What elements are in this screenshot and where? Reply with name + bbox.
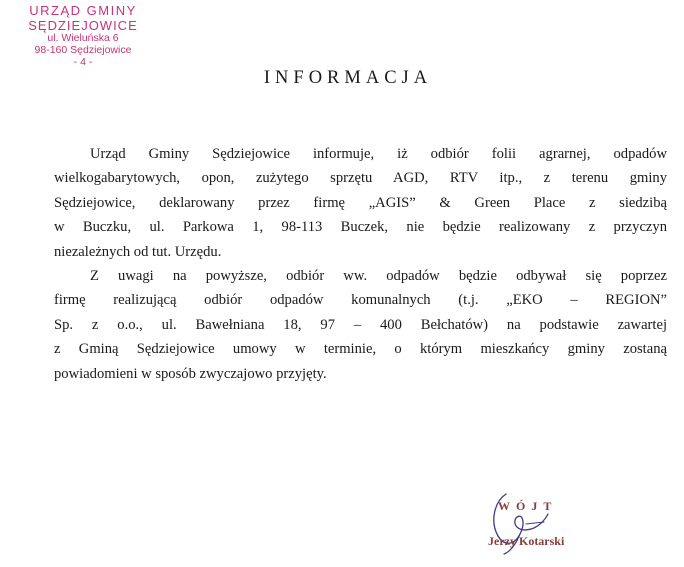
paragraph-2 [54, 264, 667, 386]
paragraph-1 [54, 142, 667, 264]
stamp-line-office: URZĄD GMINY [29, 3, 137, 18]
office-stamp [18, 4, 148, 68]
paragraph-2-line-4: z Gminą Sędziejowice umowy w terminie, o którym mieszkańcy gminy zostaną [54, 341, 667, 358]
paragraph-2-line-3: Sp. z o.o., ul. Bawełniana 18, 97 – 400 Bełchatów) na podstawie zawartej [54, 316, 667, 333]
stamp-line-postal: 98-160 Sędziejowice [34, 43, 132, 56]
paragraph-1-line-4: w Buczku, ul. Parkowa 1, 98-113 Buczek, nie będzie realizowany z przyczyn [54, 219, 667, 236]
signature-name: Jerzy Kotarski [488, 534, 565, 548]
paragraph-1-line-1: Urząd Gminy Sędziejowice informuje, iż odbiór folii agrarnej, odpadów [90, 146, 667, 162]
stamp-line-municipality: SĘDZIEJOWICE [28, 17, 138, 33]
stamp-line-number: - 4 - [73, 55, 93, 68]
paragraph-1-line-2: wielkogabarytowych, opon, zużytego sprzętu AGD, RTV itp., z terenu gminy [54, 170, 667, 187]
paragraph-2-line-5: powiadomieni w sposób zwyczajowo przyjęty. [54, 365, 327, 382]
paragraph-1-line-3: Sędziejowice, deklarowany przez firmę „AGIS” & Green Place z siedzibą [54, 194, 667, 211]
paragraph-1-line-5: niezależnych od tut. Urzędu. [54, 243, 222, 260]
document-body [54, 142, 667, 386]
signature-role: WÓJT [498, 499, 558, 513]
signature-block [476, 488, 626, 558]
stamp-line-street: ul. Wieluńska 6 [47, 32, 119, 45]
paragraph-2-line-2: firmę realizującą odbiór odpadów komunalnych (t.j. „EKO – REGION” [54, 292, 667, 309]
document-title: INFORMACJA [263, 68, 433, 88]
paragraph-2-line-1: Z uwagi na powyższe, odbiór ww. odpadów będzie odbywał się poprzez [90, 268, 667, 285]
